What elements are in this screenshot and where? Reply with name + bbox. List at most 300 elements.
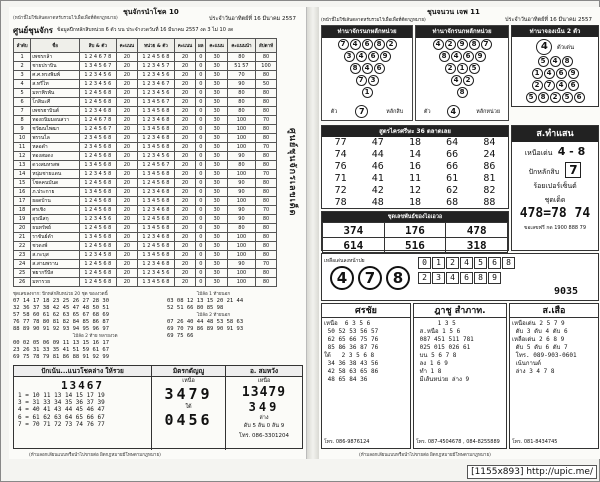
table-cell: 1 3 4 5 6 8: [79, 188, 116, 197]
pyramid-digit: 6: [556, 68, 567, 79]
table-cell: 0: [196, 260, 206, 269]
table-cell: 30: [206, 170, 227, 179]
left-date: ประจำวันอาทิตย์ที่ 16 มีนาคม 2557: [209, 16, 297, 22]
box-somwang-upper-label: เหนือ: [257, 378, 271, 384]
triple-cell: 614: [323, 238, 385, 253]
left-header: [13, 7, 303, 23]
number-line: 32 36 37 38 42 45 47 48 50 51: [13, 305, 110, 311]
table-cell: 30: [206, 206, 227, 215]
table-row: [14, 89, 277, 98]
table-cell: 20: [116, 116, 137, 125]
pyramid-row: [322, 39, 412, 50]
table-cell: 0: [196, 278, 206, 287]
pyramid-digit: 3: [344, 51, 355, 62]
number-line: 07 14 17 18 23 25 26 27 28 30: [13, 298, 110, 304]
box-somwang-lower-label: ล่าง: [259, 415, 269, 421]
pyramid-digit: 7: [481, 39, 492, 50]
table-cell: 17: [14, 197, 31, 206]
pyramid-digit: 4: [356, 51, 367, 62]
pair-row: [322, 161, 508, 173]
table-cell: 20: [174, 143, 195, 152]
triples-table: [322, 222, 508, 253]
pyramid-digit: 7: [338, 39, 349, 50]
box-guide: [14, 366, 152, 450]
pyramid-tens: [321, 25, 413, 121]
table-cell: เพชรฮาบินต์: [31, 107, 80, 116]
table-cell: 100: [227, 134, 255, 143]
table-header-cell: สิบ & ตัว: [79, 39, 116, 53]
table-row: [14, 224, 277, 233]
table-cell: 9: [14, 125, 31, 134]
table-cell: 20: [174, 242, 195, 251]
table-cell: 30: [206, 125, 227, 134]
table-cell: 0: [196, 89, 206, 98]
table-row: [14, 134, 277, 143]
number-line: 69 70 79 86 89 90 91 93: [167, 326, 244, 332]
table-cell: 1 2 4 5 6 7: [79, 125, 116, 134]
digit-multiplier-line: 6 = 61 62 63 64 65 66 67: [18, 413, 105, 421]
table-cell: 0: [196, 125, 206, 134]
table-cell: 0: [196, 269, 206, 278]
brand-title: ส.ทำแสน: [512, 126, 598, 142]
strip-digit: 2: [446, 257, 459, 269]
pyramid-digit: 7: [356, 75, 367, 86]
box-mitr: [152, 366, 226, 450]
table-cell: 1 3 4 5 6 8: [138, 107, 175, 116]
pair-cell: 18: [408, 197, 421, 208]
pyramid-row: [416, 63, 508, 74]
strip-digit: 5: [474, 257, 487, 269]
table-header-cell: คะแนน: [174, 39, 195, 53]
history-table: [13, 38, 277, 287]
brand-box: [511, 125, 599, 251]
strip-digit: 4: [446, 272, 459, 284]
pyramid-digit: 7: [544, 80, 555, 91]
pyramid-units-foot: [416, 105, 508, 118]
table-cell: 1 2 3 4 6 8: [138, 188, 175, 197]
table-cell: 30: [206, 134, 227, 143]
table-cell: 20: [174, 152, 195, 161]
table-cell: 20: [116, 125, 137, 134]
box-somwang-mid: 349: [248, 400, 280, 414]
table-cell: 20: [174, 53, 195, 62]
table-cell: 30: [206, 89, 227, 98]
table-row: [14, 143, 277, 152]
table-cell: 1 2 3 4 6 8: [138, 116, 175, 125]
table-row: [14, 80, 277, 89]
side-pick-label: ตัวเด่น: [556, 44, 575, 51]
table-cell: 0: [196, 224, 206, 233]
pair-cell: 81: [483, 173, 496, 184]
table-cell: 30: [206, 152, 227, 161]
pair-cell: 44: [371, 149, 384, 160]
table-cell: 20: [116, 71, 137, 80]
pyramid-digit: 9: [475, 51, 486, 62]
table-cell: 80: [256, 71, 277, 80]
table-cell: 30: [206, 161, 227, 170]
table-cell: 0: [196, 251, 206, 260]
pyramid-digit: 6: [568, 80, 579, 91]
table-cell: 20: [174, 107, 195, 116]
table-cell: 1 2 4 5 6 7: [138, 161, 175, 170]
table-cell: 20: [174, 170, 195, 179]
table-cell: 20: [116, 80, 137, 89]
pyramid-digit: 8: [350, 63, 361, 74]
table-cell: 1 2 3 4 6 8: [138, 134, 175, 143]
pyramid-units-foot-left: ตัว: [423, 108, 431, 115]
table-cell: 20: [116, 89, 137, 98]
table-cell: 100: [227, 251, 255, 260]
table-cell: 12: [14, 152, 31, 161]
table-cell: 2 3 4 5 6 8: [79, 143, 116, 152]
table-cell: 51 57: [227, 62, 255, 71]
table-cell: ส.สามพราน: [31, 260, 80, 269]
right-title: ชุนจนวน เจพ 11: [427, 8, 480, 16]
table-cell: ยอดบ้าน: [31, 197, 80, 206]
table-cell: 80: [227, 107, 255, 116]
number-line: 52 51 66 80 85 98: [167, 305, 224, 311]
table-cell: 80: [256, 134, 277, 143]
right-page: [319, 7, 600, 459]
table-cell: ดวงสมหรสพ: [31, 161, 80, 170]
table-cell: 0: [196, 188, 206, 197]
bottom-box: [13, 365, 303, 449]
table-row: [14, 152, 277, 161]
pyramid-digit: 8: [538, 92, 549, 103]
triple-cell: 516: [384, 238, 446, 253]
card-sosuea-phone: โทร. 081-8434745: [512, 439, 558, 445]
table-cell: 1 3 4 5 6 7: [79, 62, 116, 71]
table-cell: ราชันย์ดำ: [31, 233, 80, 242]
table-cell: 1 2 3 4 6 8: [138, 233, 175, 242]
strip-digit: 8: [474, 272, 487, 284]
table-cell: 80: [256, 179, 277, 188]
table-cell: 20: [116, 152, 137, 161]
table-cell: 90: [227, 260, 255, 269]
pyramid-digit: 4: [433, 39, 444, 50]
pair-cell: 12: [408, 185, 421, 196]
table-row: [14, 215, 277, 224]
table-cell: 23: [14, 251, 31, 260]
table-cell: 20: [174, 62, 195, 71]
table-cell: 0: [196, 71, 206, 80]
table-row: [14, 197, 277, 206]
table-cell: 0: [196, 197, 206, 206]
pair-cell: 61: [446, 173, 459, 184]
pair-cell: 14: [408, 149, 421, 160]
table-cell: 90: [227, 215, 255, 224]
table-cell: 100: [227, 143, 255, 152]
brand-pair: 4 - 8: [557, 145, 586, 158]
pyramid-units-head: ท่านาจักรนกหลักหน่วย: [416, 26, 508, 38]
card-yachu-phone: โทร. 087-4504678 , 084-8255889: [416, 439, 500, 445]
table-row: [14, 179, 277, 188]
table-cell: 30: [206, 80, 227, 89]
table-cell: 0: [196, 53, 206, 62]
box-mitr-title: มิตรกตัญญู: [152, 366, 225, 377]
table-row: [14, 125, 277, 134]
box-mitr-lower: 0456: [164, 411, 213, 429]
pyramid-tens-big: 7: [355, 105, 368, 118]
table-cell: อุรณีสกุ: [31, 215, 80, 224]
pyramid-units: [415, 25, 509, 121]
pair-cell: 77: [334, 137, 347, 148]
table-cell: 1 2 4 5 6 8: [79, 269, 116, 278]
strip-digit: 3: [432, 272, 445, 284]
table-cell: 3: [14, 71, 31, 80]
strip-digit: 9: [488, 272, 501, 284]
table-cell: 1 2 3 4 5 7: [138, 62, 175, 71]
table-cell: ส.ทรีไท: [31, 80, 80, 89]
box-somwang-phone: โทร. 086-3301204: [238, 433, 289, 439]
pyramid-digit: 9: [457, 39, 468, 50]
side-pick-row: [512, 39, 598, 55]
pair-cell: 88: [483, 197, 496, 208]
pyramid-row: [322, 63, 412, 74]
strip-digit: 2: [418, 272, 431, 284]
table-cell: 90: [227, 179, 255, 188]
pick-row-label: เหลือเด่นลงหน้าปย: [324, 258, 365, 264]
card-yachu: [413, 303, 507, 449]
brand-line-2-label: ปักหลักสิบ: [528, 168, 560, 176]
pyramid-digit: 2: [386, 39, 397, 50]
table-cell: 1 2 3 4 6 8: [138, 206, 175, 215]
number-line: 57 58 60 61 62 63 65 67 68 69: [13, 312, 110, 318]
table-row: [14, 98, 277, 107]
table-cell: 20: [116, 278, 137, 287]
pyramid-digit: 5: [538, 56, 549, 67]
table-cell: 21: [14, 233, 31, 242]
number-line: 88 89 90 91 92 93 94 95 96 97: [13, 326, 110, 332]
pyramid-digit: 5: [562, 92, 573, 103]
pick-row: [321, 253, 599, 301]
table-cell: 1 2 4 5 6 8: [79, 278, 116, 287]
pair-cell: 42: [371, 185, 384, 196]
table-header-cell: ผล: [196, 39, 206, 53]
box-somwang-title: อ. สมหวัง: [226, 366, 302, 377]
table-cell: 1 2 3 4 6 8: [138, 260, 175, 269]
pyramid-digit: 8: [439, 51, 450, 62]
table-cell: 80: [256, 224, 277, 233]
table-row: [14, 269, 277, 278]
table-cell: 30: [206, 197, 227, 206]
table-cell: 1 2 3 4 6 8: [79, 107, 116, 116]
stats-right-label-2: ไม้ล้อ 2 ท้ายนอก: [197, 313, 231, 318]
table-cell: ส.กะบุส: [31, 251, 80, 260]
chart-heading: [13, 24, 303, 36]
table-row: [14, 278, 277, 287]
triple-row: [323, 223, 508, 238]
pyramid-row: [416, 75, 508, 86]
table-cell: 20: [116, 242, 137, 251]
brand-big: 478=78 74: [519, 206, 591, 221]
table-cell: 100: [256, 62, 277, 71]
table-header-cell: คะแนน: [206, 39, 227, 53]
pair-cell: 18: [408, 137, 421, 148]
digit-multiplier-line: 4 = 40 41 43 44 45 46 47: [18, 406, 105, 414]
table-row: [14, 260, 277, 269]
pyramid-digit: 8: [457, 87, 468, 98]
stats-label: ชุดเลขลงจาก: ปีกหลักสิบหน่วย 20 ชุด ของงวดนี้: [13, 292, 108, 297]
pyramid-row: [512, 92, 598, 103]
formula-grid-table: [322, 137, 508, 209]
pyramid-digit: 2: [445, 63, 456, 74]
vertical-label: ศูนย์ชุนจักรเลขเด็ด: [287, 127, 297, 217]
table-header-cell: คะแนน: [116, 39, 137, 53]
pair-cell: 11: [408, 173, 421, 184]
pyramid-digit: 9: [380, 51, 391, 62]
table-cell: 20: [116, 233, 137, 242]
formula-grid-head: สูตรไครศรีษะ 36 ตลาดเลย: [322, 126, 508, 137]
pyramid-units-foot-right: หลักหน่วย: [476, 108, 501, 115]
chart-title: ศูนย์ชุนจักร: [13, 25, 53, 35]
table-row: [14, 62, 277, 71]
number-line: 23 26 31 33 35 41 51 59 61 67: [13, 347, 110, 353]
table-cell: 80: [256, 98, 277, 107]
table-row: [14, 107, 277, 116]
pyramid-digit: 5: [526, 92, 537, 103]
table-cell: 20: [116, 224, 137, 233]
stats-label-2: ไม้ล้อ 2 ท้าย หลายงวด: [73, 334, 118, 339]
table-cell: โกสิมะศี: [31, 98, 80, 107]
pyramid-row: [416, 39, 508, 50]
table-cell: 100: [227, 125, 255, 134]
triple-row: [323, 238, 508, 253]
table-cell: 100: [227, 269, 255, 278]
pyramid-digit: 2: [550, 92, 561, 103]
table-cell: 1 2 4 5 6 8: [79, 242, 116, 251]
table-cell: 20: [116, 170, 137, 179]
table-cell: 30: [206, 107, 227, 116]
table-cell: โชคคนบันด: [31, 179, 80, 188]
table-cell: 80: [256, 197, 277, 206]
pyramid-digit: 1: [362, 87, 373, 98]
table-cell: 24: [14, 260, 31, 269]
table-cell: 1 3 4 5 6 8: [79, 161, 116, 170]
table-cell: 0: [196, 152, 206, 161]
table-cell: 20: [174, 71, 195, 80]
number-line: 00 02 05 06 09 11 13 15 16 17: [13, 340, 110, 346]
pair-cell: 41: [371, 173, 384, 184]
table-cell: 80: [256, 53, 277, 62]
triples-box: [321, 211, 509, 251]
table-cell: 0: [196, 107, 206, 116]
pair-row: [322, 185, 508, 197]
table-cell: 14: [14, 170, 31, 179]
pyramid-digit: 1: [532, 68, 543, 79]
table-cell: 1 3 4 5 6 8: [79, 233, 116, 242]
triple-cell: 318: [446, 238, 508, 253]
table-cell: 80: [256, 188, 277, 197]
table-cell: พรรนไล: [31, 134, 80, 143]
table-cell: 1 2 3 4 5 6: [79, 71, 116, 80]
number-line: 69 75 78 79 81 86 88 91 92 99: [13, 354, 110, 360]
table-cell: 1 2 4 5 6 8: [79, 89, 116, 98]
digit-multiplier-line: 1 = 10 11 13 14 15 17 19: [18, 392, 105, 399]
table-cell: 80: [227, 98, 255, 107]
box-guide-number: 13467: [60, 379, 105, 392]
pyramid-row: [512, 80, 598, 91]
table-cell: 0: [196, 242, 206, 251]
table-cell: 20: [116, 251, 137, 260]
strip-digit: 6: [488, 257, 501, 269]
table-cell: 20: [116, 62, 137, 71]
table-cell: 20: [174, 188, 195, 197]
pair-cell: 48: [371, 197, 384, 208]
table-cell: 30: [206, 188, 227, 197]
pyramid-digit: 9: [568, 68, 579, 79]
table-cell: 30: [206, 116, 227, 125]
box-somwang: [226, 366, 302, 450]
table-row: [14, 242, 277, 251]
number-line: 07 26 40 44 48 53 58 63: [167, 319, 244, 325]
table-cell: 16: [14, 188, 31, 197]
table-cell: 0: [196, 233, 206, 242]
book-spine: [307, 7, 319, 459]
table-cell: 70: [256, 116, 277, 125]
table-cell: 80: [227, 53, 255, 62]
pyramid-digit: 4: [362, 63, 373, 74]
table-cell: 1 2 3 4 5 6: [138, 269, 175, 278]
table-cell: 90: [227, 152, 255, 161]
pyramid-digit: 4: [556, 80, 567, 91]
table-cell: 1 2 4 6 7 8: [79, 116, 116, 125]
table-cell: 80: [227, 89, 255, 98]
right-date: ประจำวันอาทิตย์ที่ 16 มีนาคม 2557: [505, 17, 593, 23]
table-cell: 0: [196, 143, 206, 152]
table-cell: 1: [14, 53, 31, 62]
table-cell: 1 3 4 5 6 8: [138, 197, 175, 206]
table-cell: 20: [174, 80, 195, 89]
box-guide-title: ปักเน้น...แนวโชคล่าง ให้รวย: [14, 366, 151, 377]
table-row: [14, 161, 277, 170]
table-cell: 1 3 4 5 6 8: [138, 251, 175, 260]
pair-cell: 66: [446, 161, 459, 172]
pick-circle: 8: [386, 266, 410, 290]
table-cell: 80: [256, 242, 277, 251]
table-cell: 20: [116, 206, 137, 215]
table-cell: 1 2 4 5 6 8: [79, 260, 116, 269]
table-cell: หลอดำ: [31, 143, 80, 152]
box-somwang-upper: 13479: [241, 385, 287, 400]
table-cell: 1 2 3 4 5 8: [79, 251, 116, 260]
table-cell: 7: [14, 107, 31, 116]
pair-cell: 82: [483, 185, 496, 196]
side-pick-head: ท่านาจองเน้น 2 ตัว: [512, 26, 598, 37]
table-cell: 26: [14, 278, 31, 287]
card-sornchai-body: เหนือ 6 3 5 6 50 52 53 56 57 62 65 66 75 76 85 86 36 87 76 ใต้ 2 3 5 6 8 34 36 38 43 56 42 58 63 65 86 48 65 84 36: [324, 320, 379, 383]
number-line: 76 77 78 80 81 82 84 85 86 87: [13, 319, 110, 325]
pyramid-digit: 6: [374, 63, 385, 74]
pyramid-row: [512, 68, 598, 79]
table-row: [14, 53, 277, 62]
pyramid-row: [322, 75, 412, 86]
table-cell: 6: [14, 98, 31, 107]
pyramid-digit: 6: [574, 92, 585, 103]
pyramid-digit: 1: [457, 63, 468, 74]
table-cell: 80: [227, 224, 255, 233]
table-cell: 0: [196, 116, 206, 125]
number-line: 03 08 12 13 15 20 21 44: [167, 298, 244, 304]
table-cell: 0: [196, 170, 206, 179]
table-cell: 1 3 4 5 6 8: [138, 125, 175, 134]
table-cell: 20: [116, 98, 137, 107]
table-cell: 0: [196, 161, 206, 170]
strip-digit: 0: [418, 257, 431, 269]
table-cell: 90: [227, 80, 255, 89]
table-cell: หนุ่มชายแดน: [31, 170, 80, 179]
digit-strip-right: 9035: [554, 286, 579, 297]
